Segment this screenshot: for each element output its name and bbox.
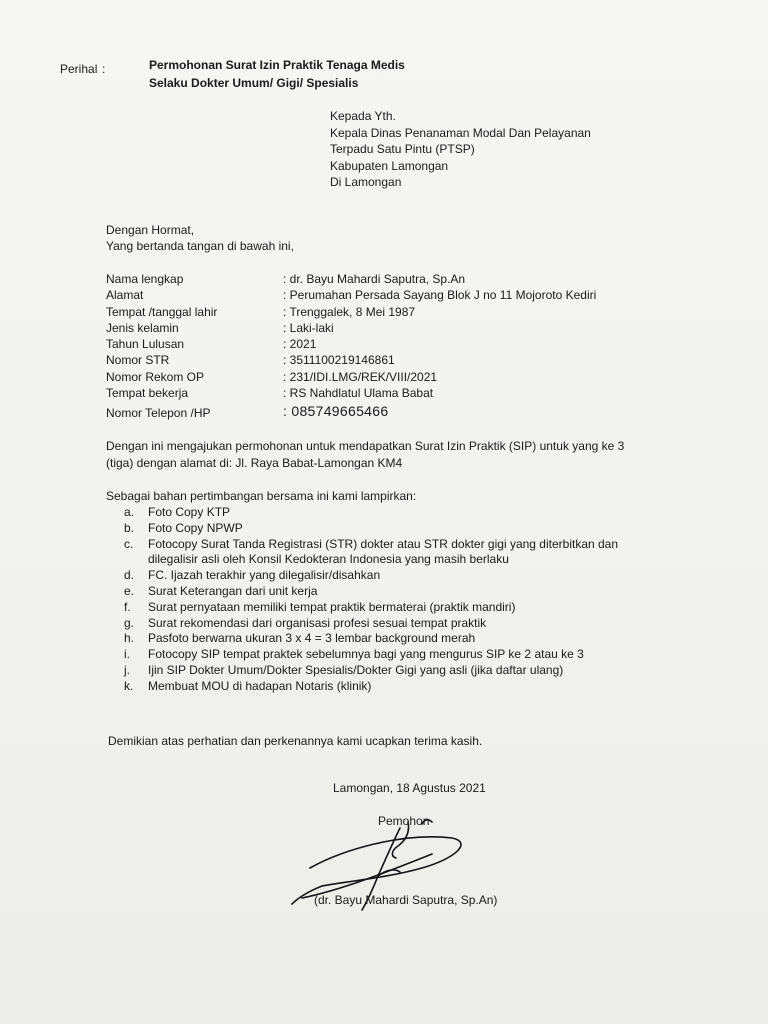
list-item-text: Foto Copy NPWP (148, 520, 243, 535)
identity-row (106, 352, 666, 368)
identity-value-phone: : 085749665466 (283, 403, 389, 420)
identity-row (106, 369, 666, 385)
list-item-text: FC. Ijazah terakhir yang dilegalisir/disahkan (148, 568, 381, 583)
identity-row-phone (106, 403, 666, 421)
identity-label: Alamat (106, 288, 144, 303)
subject-line-1: Permohonan Surat Izin Praktik Tenaga Medis (149, 58, 405, 72)
recipient-line: Di Lamongan (330, 175, 402, 189)
identity-value: : Trenggalek, 8 Mei 1987 (283, 304, 416, 319)
place-and-date: Lamongan, 18 Agustus 2021 (333, 781, 486, 795)
list-item (124, 647, 644, 663)
identity-value: : dr. Bayu Mahardi Saputra, Sp.An (283, 272, 466, 286)
identity-value: : 3511100219146861 (283, 353, 395, 368)
identity-label: Tahun Lulusan (106, 337, 185, 352)
list-item-text: Membuat MOU di hadapan Notaris (klinik) (148, 678, 372, 693)
identity-label: Tempat /tanggal lahir (106, 304, 218, 319)
identity-table (106, 271, 666, 421)
identity-row (106, 271, 666, 287)
request-line: Dengan ini mengajukan permohonan untuk mendapatkan Surat Izin Praktik (SIP) untuk yang ke 3 (106, 439, 625, 453)
list-item-text: Ijin SIP Dokter Umum/Dokter Spesialis/Dokter Gigi yang asli (jika daftar ulang) (148, 662, 564, 677)
identity-row (106, 385, 666, 401)
recipient-line: Kabupaten Lamongan (330, 158, 449, 173)
identity-label: Nama lengkap (106, 272, 184, 286)
attachments-list (124, 505, 644, 695)
identity-value: : RS Nahdlatul Ulama Babat (283, 386, 434, 401)
greeting-salutation: Dengan Hormat, (106, 223, 195, 237)
list-item-text: Surat rekomendasi dari organisasi profesi sesuai tempat praktik (148, 615, 487, 630)
recipient-line: Terpadu Satu Pintu (PTSP) (330, 142, 475, 156)
recipient-block (330, 108, 591, 191)
list-marker: h. (124, 631, 135, 646)
list-marker: i. (124, 647, 130, 662)
list-marker: b. (124, 520, 135, 535)
list-item (124, 505, 644, 521)
request-paragraph (106, 438, 666, 472)
list-item (124, 631, 644, 647)
list-item (124, 521, 644, 537)
identity-label: Tempat bekerja (106, 386, 189, 401)
identity-row (106, 304, 666, 320)
list-marker: j. (124, 662, 130, 677)
list-item-text: Surat Keterangan dari unit kerja (148, 583, 318, 598)
identity-value: : 2021 (283, 337, 317, 352)
request-line: (tiga) dengan alamat di: Jl. Raya Babat-Lamongan KM4 (106, 456, 403, 470)
list-item-text-continued: dilegalisir asli oleh Konsil Kedokteran Indonesia yang masih berlaku (148, 552, 509, 567)
list-item (124, 537, 644, 569)
list-marker: e. (124, 583, 135, 598)
list-marker: a. (124, 505, 135, 519)
list-marker: d. (124, 568, 135, 583)
identity-row (106, 320, 666, 336)
list-item (124, 584, 644, 600)
list-item-text: Foto Copy KTP (148, 505, 231, 519)
identity-row (106, 287, 666, 303)
list-item (124, 600, 644, 616)
identity-value: : Laki-laki (283, 320, 334, 335)
identity-label: Nomor Rekom OP (106, 369, 205, 384)
subject-line-2: Selaku Dokter Umum/ Gigi/ Spesialis (149, 76, 359, 90)
identity-row (106, 336, 666, 352)
recipient-line: Kepada Yth. (330, 109, 396, 123)
identity-value: : Perumahan Persada Sayang Blok J no 11 Mojoroto Kediri (283, 288, 597, 303)
list-item (124, 679, 644, 695)
perihal-separator: : (102, 62, 106, 76)
greeting-intro: Yang bertanda tangan di bawah ini, (106, 239, 294, 253)
identity-label: Nomor Telepon /HP (106, 406, 211, 421)
list-item (124, 663, 644, 679)
list-item (124, 616, 644, 632)
list-marker: k. (124, 678, 134, 693)
list-item (124, 568, 644, 584)
recipient-line: Kepala Dinas Penanaman Modal Dan Pelayanan (330, 125, 591, 140)
list-item-text: Pasfoto berwarna ukuran 3 x 4 = 3 lembar background merah (148, 631, 476, 646)
perihal-label: Perihal (60, 62, 98, 76)
identity-value: : 231/IDI.LMG/REK/VIII/2021 (283, 369, 438, 384)
identity-label: Jenis kelamin (106, 320, 179, 335)
list-item-text: Fotocopy SIP tempat praktek sebelumnya bagi yang mengurus SIP ke 2 atau ke 3 (148, 647, 584, 662)
attachments-intro: Sebagai bahan pertimbangan bersama ini kami lampirkan: (106, 489, 417, 503)
closing-sentence: Demikian atas perhatian dan perkenannya kami ucapkan terima kasih. (108, 734, 483, 748)
list-item-text: Surat pernyataan memiliki tempat praktik bermaterai (praktik mandiri) (148, 599, 516, 614)
signer-name: (dr. Bayu Mahardi Saputra, Sp.An) (314, 893, 498, 907)
applicant-label: Pemohon (378, 814, 430, 828)
identity-label: Nomor STR (106, 353, 170, 368)
list-item-text: Fotocopy Surat Tanda Registrasi (STR) dokter atau STR dokter gigi yang diterbitkan dan (148, 536, 619, 551)
list-marker: c. (124, 536, 134, 551)
list-marker: f. (124, 599, 131, 614)
list-marker: g. (124, 615, 135, 630)
